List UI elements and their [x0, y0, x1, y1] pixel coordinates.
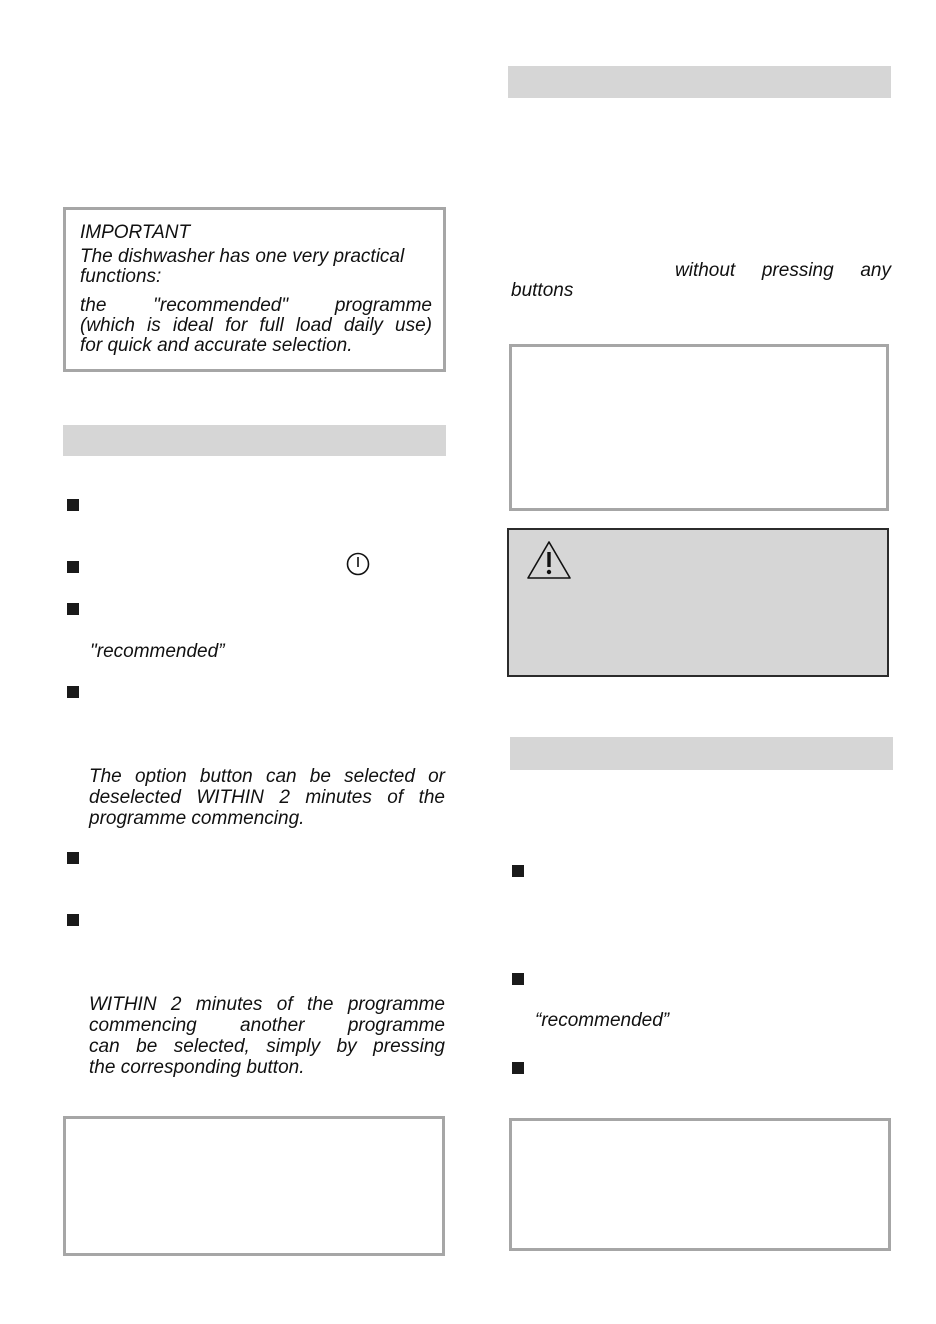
within-note-line-1: WITHIN 2 minutes of the programme	[89, 994, 445, 1015]
option-note-line-1: The option button can be selected or	[89, 766, 445, 787]
option-note-line-2: deselected WITHIN 2 minutes of the	[89, 787, 445, 808]
note-box-right-top	[509, 344, 889, 511]
important-box	[63, 207, 446, 372]
within-note-line-2: commencing another programme	[89, 1015, 445, 1036]
important-line-1: The dishwasher has one very practical	[80, 246, 405, 267]
bullet-square-6	[67, 914, 79, 926]
important-title: IMPORTANT	[80, 222, 191, 243]
without-pressing-line: without pressing any	[675, 260, 891, 281]
within-note-line-4: the corresponding button.	[89, 1057, 305, 1078]
note-box-bottom-left	[63, 1116, 445, 1256]
bullet-square-1	[67, 499, 79, 511]
important-line-2: functions:	[80, 266, 162, 287]
important-para-line-1: the "recommended" programme	[80, 295, 432, 316]
power-icon	[346, 552, 370, 576]
warning-triangle-icon	[525, 539, 573, 581]
buttons-word: buttons	[511, 280, 574, 301]
section-header-bar-left	[63, 425, 446, 456]
bullet-square-7	[512, 865, 524, 877]
section-header-bar-right-bottom	[510, 737, 893, 770]
bullet-square-5	[67, 852, 79, 864]
bullet-square-8	[512, 973, 524, 985]
recommended-label-left: "recommended”	[90, 641, 225, 662]
section-header-bar-right-top	[508, 66, 891, 98]
within-note-line-3: can be selected, simply by pressing	[89, 1036, 445, 1057]
important-para-line-3: for quick and accurate selection.	[80, 335, 353, 356]
option-note-line-3: programme commencing.	[89, 808, 305, 829]
recommended-label-right: “recommended”	[535, 1010, 670, 1031]
bullet-square-3	[67, 603, 79, 615]
important-para-line-2: (which is ideal for full load daily use)	[80, 315, 432, 336]
warning-box	[507, 528, 889, 677]
note-box-bottom-right	[509, 1118, 891, 1251]
bullet-square-2	[67, 561, 79, 573]
bullet-square-9	[512, 1062, 524, 1074]
bullet-square-4	[67, 686, 79, 698]
